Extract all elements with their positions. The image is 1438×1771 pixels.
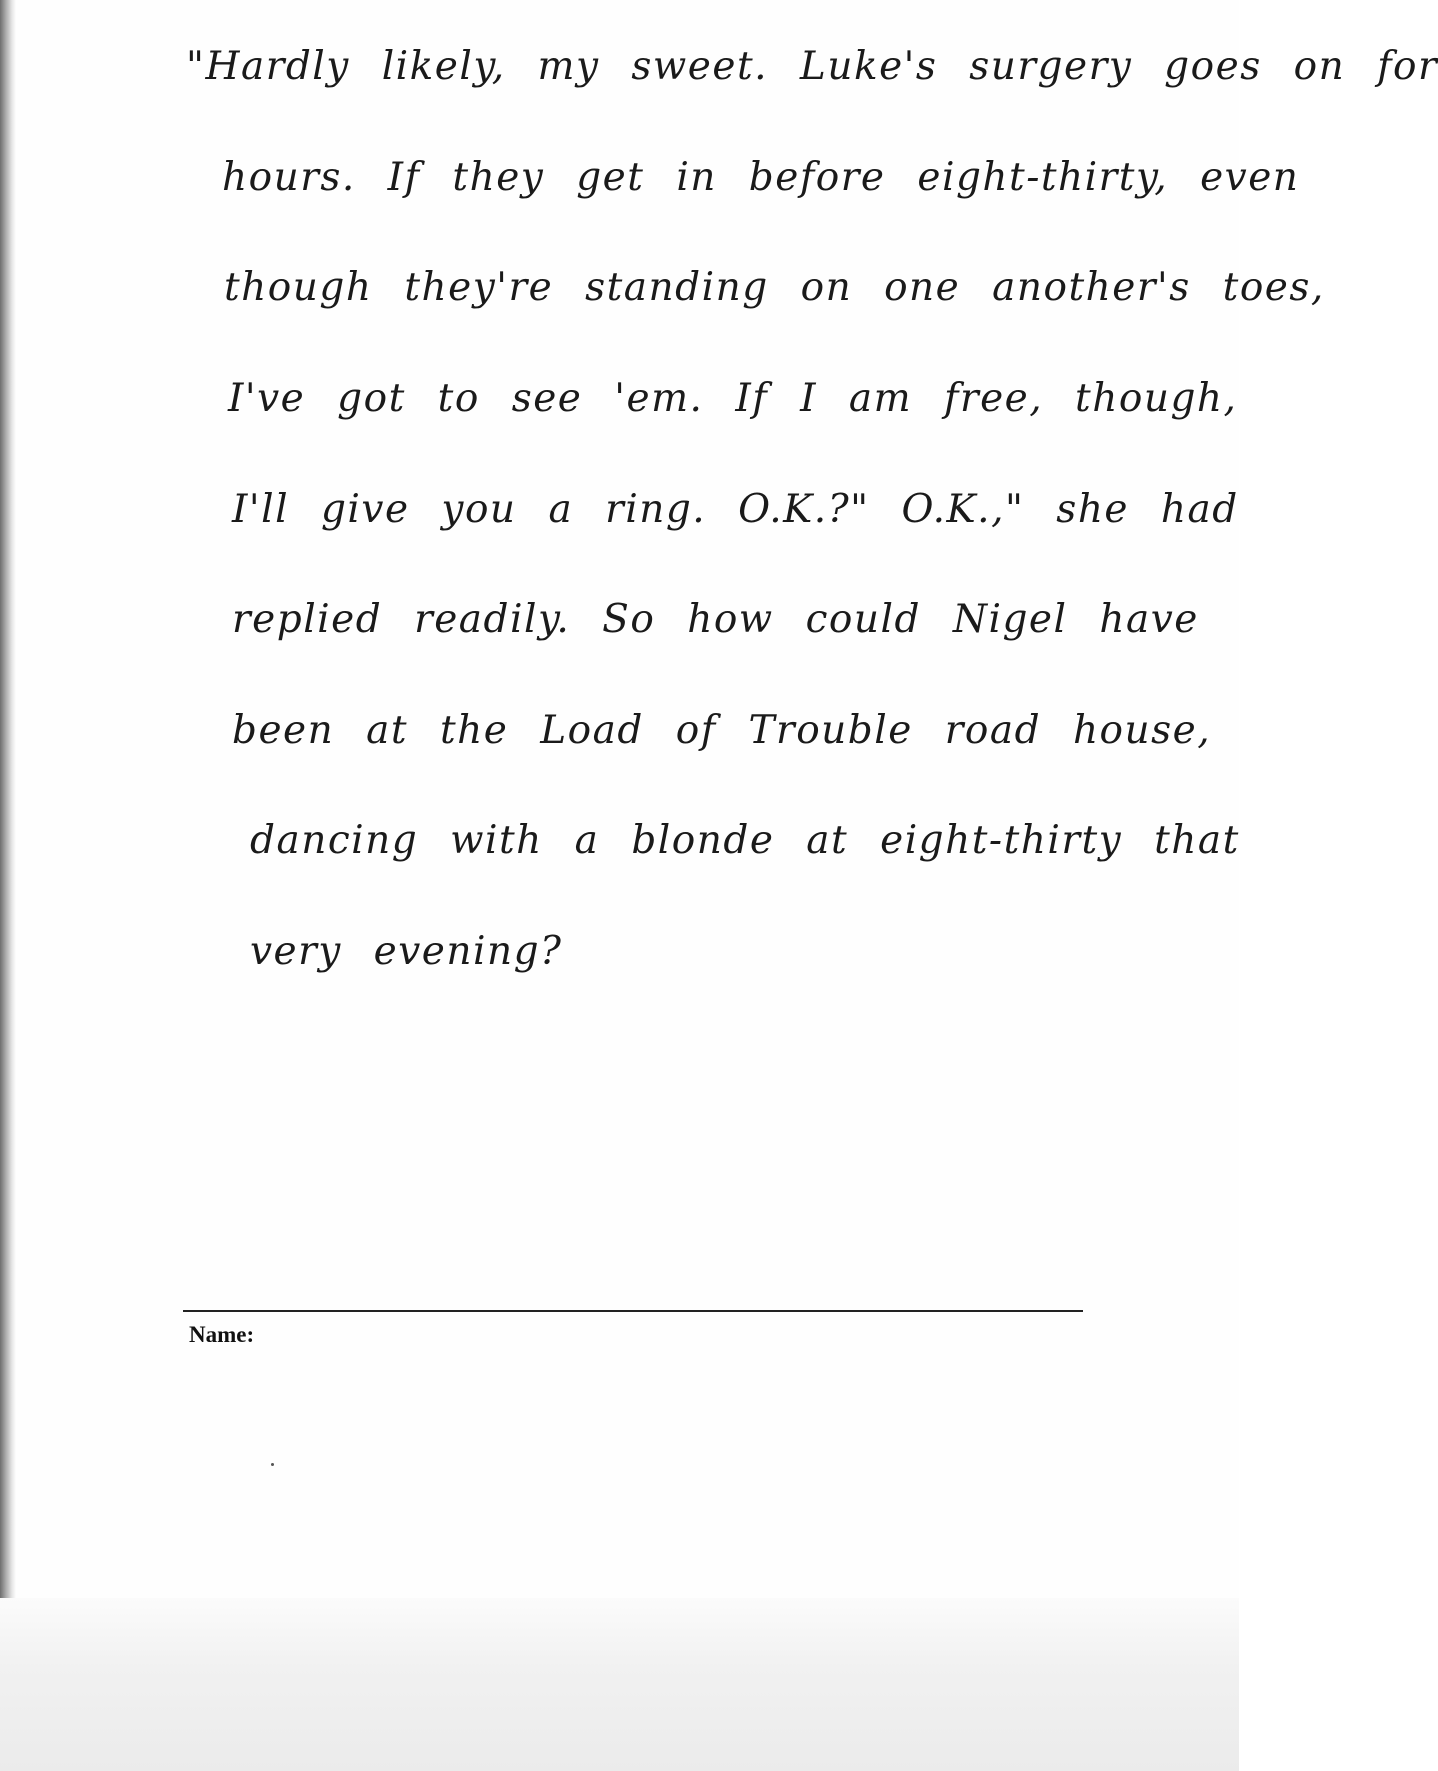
handwritten-line: hours. If they get in before eight-thirty, even	[222, 155, 1300, 200]
name-label: Name:	[189, 1322, 255, 1347]
handwritten-line: I've got to see 'em. If I am free, though,	[228, 376, 1238, 421]
ink-speck	[271, 1463, 274, 1466]
handwritten-line: though they're standing on one another's toes,	[224, 265, 1325, 310]
handwritten-line: very evening?	[250, 929, 563, 974]
scan-shadow-bottom	[0, 1598, 1239, 1771]
handwritten-line: replied readily. So how could Nigel have	[232, 597, 1199, 642]
handwritten-line: been at the Load of Trouble road house,	[232, 708, 1212, 753]
handwritten-line: "Hardly likely, my sweet. Luke's surgery goes on for	[186, 44, 1438, 89]
name-divider-line	[183, 1310, 1083, 1312]
handwritten-line: dancing with a blonde at eight-thirty that	[250, 818, 1240, 863]
scan-shadow-left	[0, 0, 16, 1771]
handwritten-line: I'll give you a ring. O.K.?" O.K.," she had	[232, 487, 1239, 532]
